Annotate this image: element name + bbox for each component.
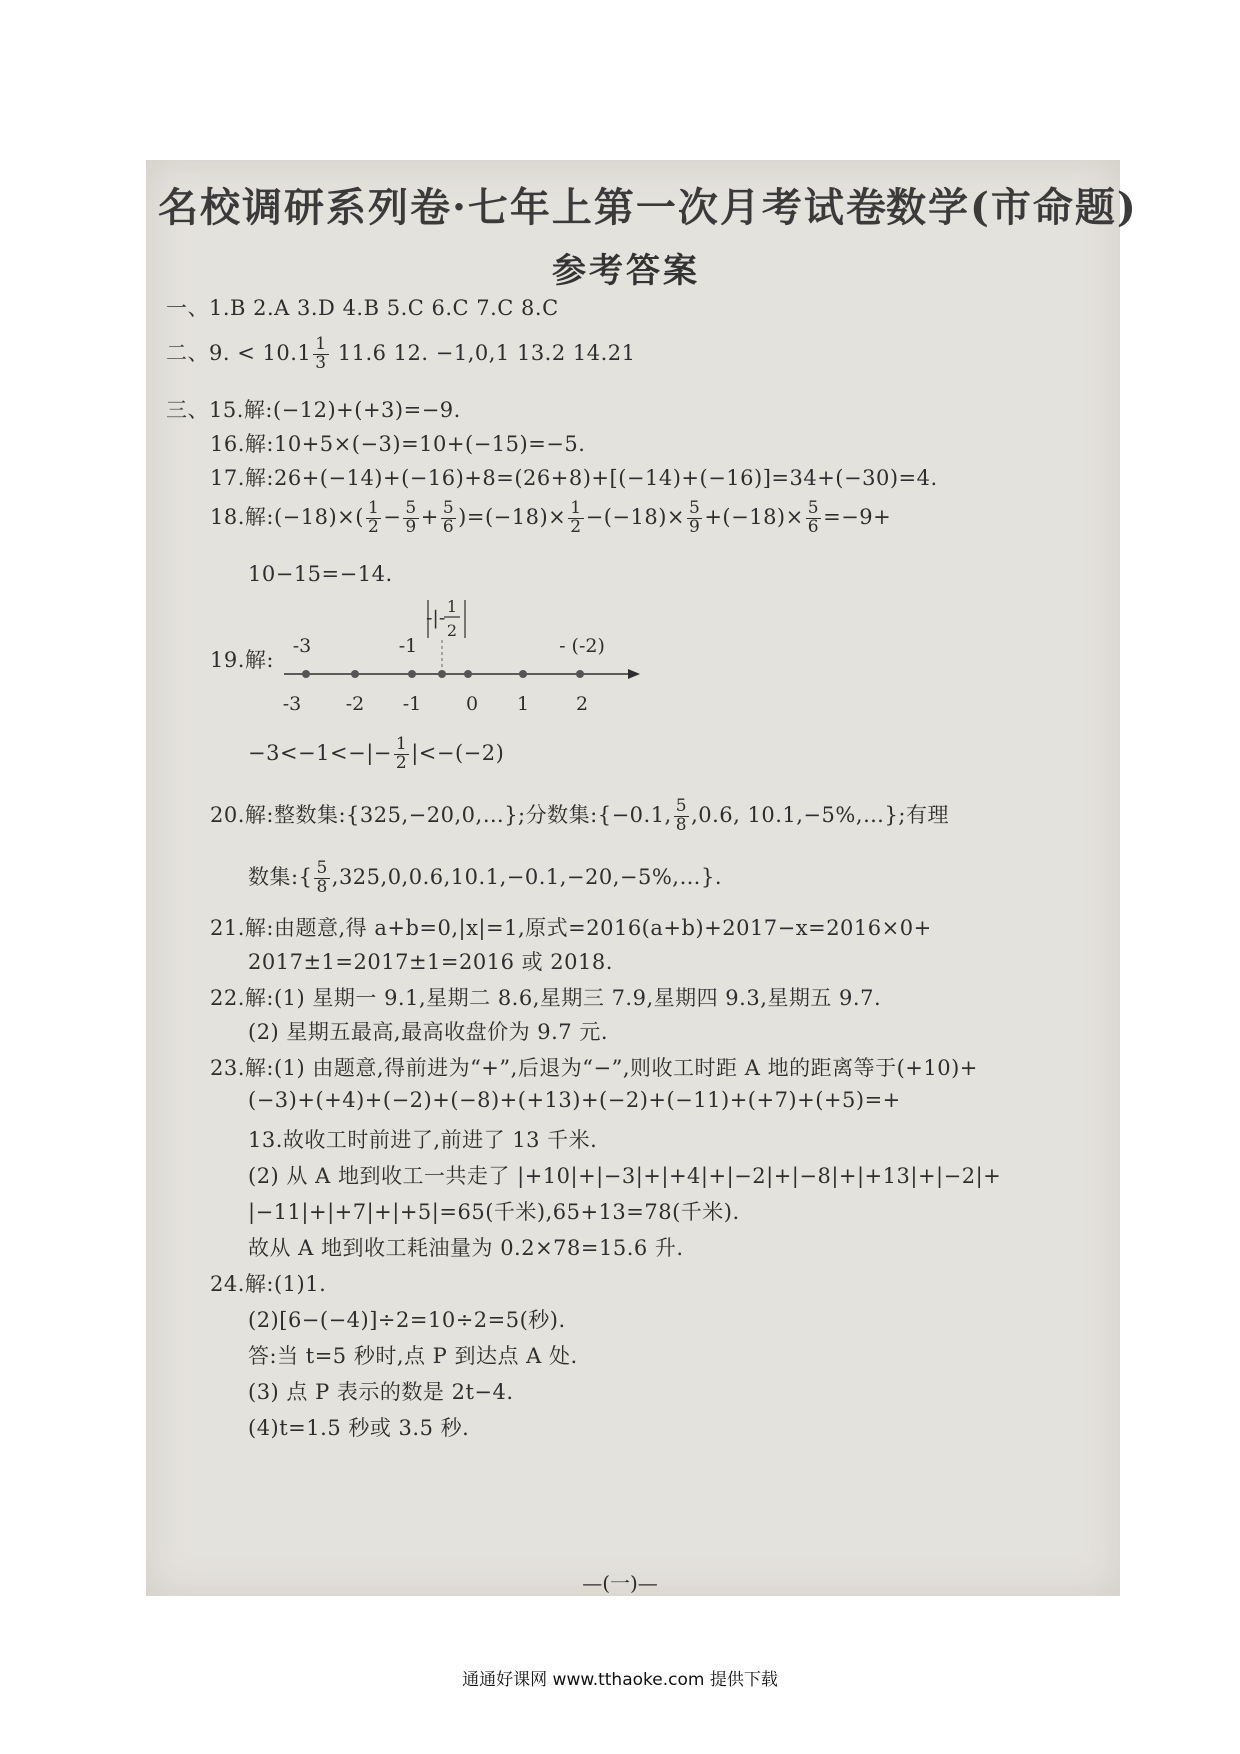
question-24-line-3: 答:当 t=5 秒时,点 P 到达点 A 处. — [248, 1344, 578, 1368]
tick-label: -1 — [402, 693, 422, 715]
abs-label: -|- — [426, 607, 446, 629]
point-neg1 — [408, 670, 416, 678]
question-16: 16.解:10+5×(−3)=10+(−15)=−5. — [210, 432, 586, 456]
tick-label: -3 — [282, 693, 302, 715]
question-24-line-4: (3) 点 P 表示的数是 2t−4. — [248, 1380, 514, 1404]
question-21-line-2: 2017±1=2017±1=2016 或 2018. — [248, 950, 613, 974]
section-2-answers: 二、9. < 10.1 $\frac{1}{3}$ 11.6 12. −1,0,1 13.2 14.21 — [166, 334, 636, 373]
point-neg2 — [351, 670, 359, 678]
tick-label: -2 — [345, 693, 365, 715]
tick-label: 0 — [465, 693, 479, 715]
question-24-line-2: (2)[6−(−4)]÷2=10÷2=5(秒). — [248, 1308, 566, 1332]
number-line — [270, 596, 650, 716]
tick-label: 2 — [575, 693, 589, 715]
question-23: 23.解:(1) 由题意,得前进为“+”,后退为“−”,则收工时距 A 地的距离等于(+10)+ — [210, 1056, 978, 1080]
question-20: 20.解:整数集:{325,−20,0,…};分数集:{−0.1, $\frac{5}{8}$ ,0.6, 10.1,−5%,…};有理 — [210, 796, 949, 835]
question-23-line-6: 故从 A 地到收工耗油量为 0.2×78=15.6 升. — [248, 1236, 684, 1260]
point-0 — [464, 670, 472, 678]
page-number: —(一)— — [582, 1571, 658, 1595]
question-19-comparison: −3<−1<−|− $\frac{1}{2}$ |<−(−2) — [248, 734, 505, 773]
tick-label: 1 — [516, 693, 530, 715]
question-17: 17.解:26+(−14)+(−16)+8=(26+8)+[(−14)+(−16)]=34+(−30)=4. — [210, 466, 938, 490]
abs-denominator: 2 — [446, 621, 458, 640]
abs-numerator: 1 — [446, 597, 458, 616]
point-label: - (-2) — [559, 635, 605, 657]
question-18-line-2: 10−15=−14. — [248, 562, 393, 586]
subject-label: 数学(市命题) — [886, 184, 1138, 231]
question-22: 22.解:(1) 星期一 9.1,星期二 8.6,星期三 7.9,星期四 9.3,星期五 9.7. — [210, 986, 882, 1010]
download-source-note: 通通好课网 www.tthaoke.com 提供下载 — [462, 1670, 778, 1690]
question-23-line-5: |−11|+|+7|+|+5|=65(千米),65+13=78(千米). — [248, 1200, 740, 1224]
point-label: -3 — [292, 635, 312, 657]
point-label: -1 — [398, 635, 418, 657]
fraction: $\frac{1}{3}$ — [315, 334, 327, 373]
exam-title — [158, 176, 1138, 233]
question-23-line-2: (−3)+(+4)+(−2)+(−8)+(+13)+(−2)+(−11)+(+7)+(+5)=+ — [248, 1088, 901, 1112]
question-15: 三、15.解:(−12)+(+3)=−9. — [166, 398, 461, 422]
question-23-line-3: 13.故收工时前进了,前进了 13 千米. — [248, 1128, 598, 1152]
question-18: 18.解:(−18)×( $\frac{1}{2}$ − $\frac{5}{9}$ + $\frac{5}{6}$ )=(−18)× $\frac{1}{2}$ −(−18)× $\frac{5}{9}$ +(−18)× $\frac{5}{6}$ =−9+ — [210, 498, 892, 537]
answer-key-heading: 参考答案 — [552, 251, 700, 291]
question-23-line-4: (2) 从 A 地到收工一共走了 |+10|+|−3|+|+4|+|−2|+|−8|+|+13|+|−2|+ — [248, 1164, 1002, 1188]
question-22-line-2: (2) 星期五最高,最高收盘价为 9.7 元. — [248, 1020, 609, 1044]
question-21: 21.解:由题意,得 a+b=0,|x|=1,原式=2016(a+b)+2017−x=2016×0+ — [210, 916, 932, 940]
question-19-label: 19.解: — [210, 648, 274, 672]
question-24-line-5: (4)t=1.5 秒或 3.5 秒. — [248, 1416, 470, 1440]
question-24: 24.解:(1)1. — [210, 1272, 327, 1296]
point-1 — [519, 670, 527, 678]
point-neg-half — [438, 670, 446, 678]
question-20-line-2: 数集:{ $\frac{5}{8}$ ,325,0,0.6,10.1,−0.1,−20,−5%,…}. — [248, 858, 723, 897]
series-title: 名校调研系列卷·七年上第一次月考试卷 — [158, 184, 888, 231]
point-neg3 — [302, 670, 310, 678]
point-2 — [576, 670, 584, 678]
axis-arrow — [628, 669, 640, 679]
section-1-answers: 一、1.B 2.A 3.D 4.B 5.C 6.C 7.C 8.C — [166, 296, 559, 320]
